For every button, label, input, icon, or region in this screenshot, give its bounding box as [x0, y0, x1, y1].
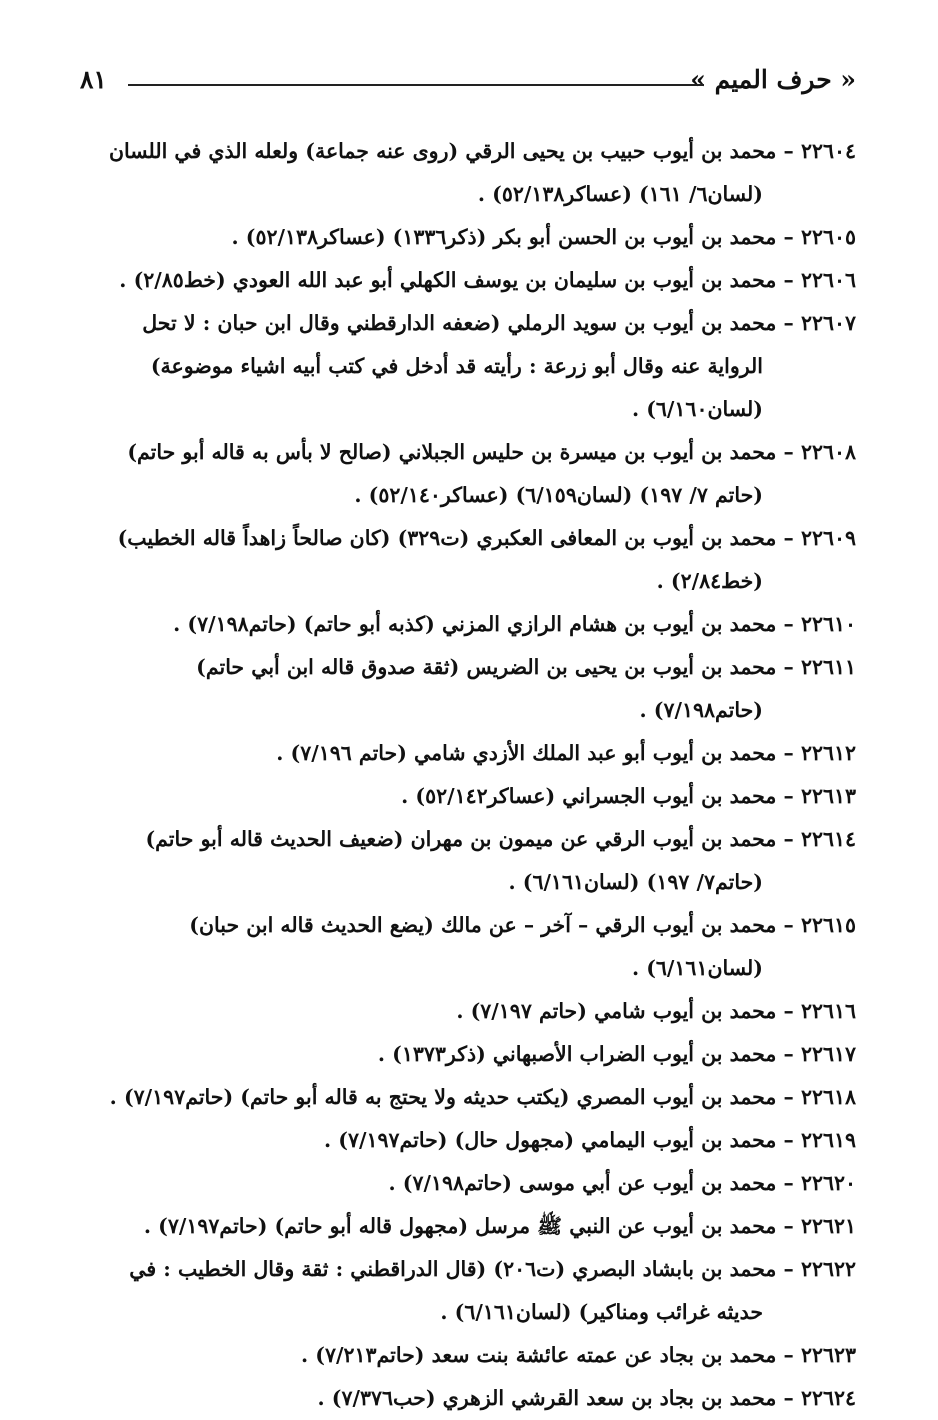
- entry-number: ٢٢٦١١: [800, 655, 856, 679]
- entry-text: محمد بن أيوب أبو عبد الملك الأزدي شامي (حاتم ٧/١٩٦) .: [276, 741, 777, 765]
- entry-number: ٢٢٦٢١: [800, 1214, 856, 1238]
- entry-dash: –: [776, 1085, 801, 1109]
- entry-text: محمد بن أيوب حبيب بن يحيى الرقي (روى عنه جماعة) ولعله الذي في اللسان (لسان٦/ ١٦١) (عساكر٥٢/١٣٨) .: [108, 139, 777, 206]
- entry-row: [80, 259, 856, 302]
- entry-number: ٢٢٦١٤: [800, 827, 856, 851]
- entry-number: ٢٢٦٠٨: [800, 440, 856, 464]
- entry-text: محمد بن بابشاد البصري (ت٢٠٦) (قال الدراقطني : ثقة وقال الخطيب : في حديثه غرائب ومناكير) (لسان٦/١٦١) .: [129, 1257, 777, 1324]
- entry-row: [80, 1334, 856, 1377]
- entry-row: [80, 1076, 856, 1119]
- entry-number: ٢٢٦١٣: [800, 784, 856, 808]
- entry-number: ٢٢٦١٠: [800, 612, 856, 636]
- entry-text: محمد بن أيوب بن ميسرة بن حليس الجبلاني (صالح لا بأس به قاله أبو حاتم) (حاتم ٧/ ١٩٧) (لسان٦/١٥٩) (عساكر٥٢/١٤٠) .: [127, 440, 777, 507]
- entry-dash: –: [776, 827, 801, 851]
- entry-text: محمد بن أيوب بن يحيى بن الضريس (ثقة صدوق قاله ابن أبي حاتم) (حاتم٧/١٩٨) .: [196, 655, 777, 722]
- entry-text: محمد بن أيوب بن سويد الرملي (ضعفه الدارقطني وقال ابن حبان : لا تحل الرواية عنه وقال أبو زرعة : رأيته قد أدخل في كتب أبيه اشياء موضوعة) (لسان٦/١٦٠) .: [142, 311, 777, 421]
- entry-text: محمد بن أيوب الرقي – آخر – عن مالك (يضع الحديث قاله ابن حبان) (لسان٦/١٦١) .: [189, 913, 777, 980]
- entry-number: ٢٢٦١٧: [800, 1042, 856, 1066]
- entry-row: [80, 818, 856, 904]
- entry-text: محمد بن أيوب اليمامي (مجهول حال) (حاتم٧/١٩٧) .: [324, 1128, 777, 1152]
- entry-row: [80, 646, 856, 732]
- entry-number: ٢٢٦١٨: [800, 1085, 856, 1109]
- entry-row: [80, 1119, 856, 1162]
- entry-row: [80, 517, 856, 603]
- entry-list: [80, 130, 856, 1420]
- entry-row: [80, 1205, 856, 1248]
- entry-number: ٢٢٦٠٦: [800, 268, 856, 292]
- entry-number: ٢٢٦٢٠: [800, 1171, 856, 1195]
- entry-dash: –: [776, 1171, 801, 1195]
- entry-number: ٢٢٦٢٣: [800, 1343, 856, 1367]
- entry-number: ٢٢٦١٩: [800, 1128, 856, 1152]
- entry-row: [80, 1248, 856, 1334]
- entry-dash: –: [776, 311, 801, 335]
- entry-text: محمد بن أيوب عن أبي موسى (حاتم٧/١٩٨) .: [388, 1171, 777, 1195]
- entry-row: [80, 431, 856, 517]
- entry-number: ٢٢٦٢٢: [800, 1257, 856, 1281]
- entry-dash: –: [776, 612, 801, 636]
- entry-number: ٢٢٦١٦: [800, 999, 856, 1023]
- entry-text: محمد بن أيوب بن هشام الرازي المزني (كذبه أبو حاتم) (حاتم٧/١٩٨) .: [173, 612, 777, 636]
- entry-text: محمد بن أيوب بن الحسن أبو بكر (ذكر١٣٣٦) (عساكر٥٢/١٣٨) .: [231, 225, 777, 249]
- entry-row: [80, 904, 856, 990]
- entry-number: ٢٢٦٠٩: [800, 526, 856, 550]
- entry-number: ٢٢٦١٢: [800, 741, 856, 765]
- entry-dash: –: [776, 784, 801, 808]
- entry-row: [80, 302, 856, 431]
- entry-row: [80, 990, 856, 1033]
- entry-row: [80, 1162, 856, 1205]
- entry-text: محمد بن أيوب المصري (يكتب حديثه ولا يحتج به قاله أبو حاتم) (حاتم٧/١٩٧) .: [109, 1085, 777, 1109]
- entry-dash: –: [776, 655, 801, 679]
- entry-dash: –: [776, 225, 801, 249]
- entry-row: [80, 603, 856, 646]
- entry-dash: –: [776, 268, 801, 292]
- entry-dash: –: [776, 1386, 801, 1410]
- entry-number: ٢٢٦٢٤: [800, 1386, 856, 1410]
- entry-row: [80, 130, 856, 216]
- entry-number: ٢٢٦٠٧: [800, 311, 856, 335]
- header-rule: [128, 84, 704, 86]
- entry-text: محمد بن أيوب شامي (حاتم ٧/١٩٧) .: [456, 999, 777, 1023]
- entry-number: ٢٢٦٠٥: [800, 225, 856, 249]
- entry-dash: –: [776, 999, 801, 1023]
- entry-dash: –: [776, 1128, 801, 1152]
- entry-text: محمد بن أيوب بن سليمان بن يوسف الكهلي أبو عبد الله العودي (خط٢/٨٥) .: [119, 268, 777, 292]
- entry-text: محمد بن أيوب عن النبي ﷺ مرسل (مجهول قاله أبو حاتم) (حاتم٧/١٩٧) .: [143, 1214, 777, 1238]
- entry-dash: –: [776, 440, 801, 464]
- entry-dash: –: [776, 1343, 801, 1367]
- entry-dash: –: [776, 741, 801, 765]
- entry-row: [80, 1377, 856, 1420]
- entry-row: [80, 732, 856, 775]
- entry-text: محمد بن أيوب الرقي عن ميمون بن مهران (ضعيف الحديث قاله أبو حاتم) (حاتم٧/ ١٩٧) (لسان٦/١٦١) .: [145, 827, 777, 894]
- page-number: ٨١: [80, 65, 107, 94]
- entry-number: ٢٢٦١٥: [800, 913, 856, 937]
- entry-dash: –: [776, 139, 801, 163]
- entry-text: محمد بن بجاد بن سعد القرشي الزهري (حب٧/٣٧٦) .: [317, 1386, 777, 1410]
- entry-text: محمد بن أيوب الجسراني (عساكر٥٢/١٤٢) .: [401, 784, 777, 808]
- entry-dash: –: [776, 1042, 801, 1066]
- entry-number: ٢٢٦٠٤: [800, 139, 856, 163]
- entry-row: [80, 775, 856, 818]
- entry-row: [80, 1033, 856, 1076]
- entry-text: محمد بن أيوب الضراب الأصبهاني (ذكر١٣٧٣) .: [377, 1042, 777, 1066]
- chapter-title: « حرف الميم »: [690, 65, 856, 94]
- entry-text: محمد بن بجاد عن عمته عائشة بنت سعد (حاتم٧/٢١٣) .: [300, 1343, 777, 1367]
- entry-dash: –: [776, 1257, 801, 1281]
- entry-dash: –: [776, 913, 801, 937]
- page-header: [80, 62, 856, 102]
- entry-row: [80, 216, 856, 259]
- entry-dash: –: [776, 526, 801, 550]
- entry-dash: –: [776, 1214, 801, 1238]
- entry-text: محمد بن أيوب بن المعافى العكبري (ت٣٢٩) (كان صالحاً زاهداً قاله الخطيب) (خط٢/٨٤) .: [117, 526, 777, 593]
